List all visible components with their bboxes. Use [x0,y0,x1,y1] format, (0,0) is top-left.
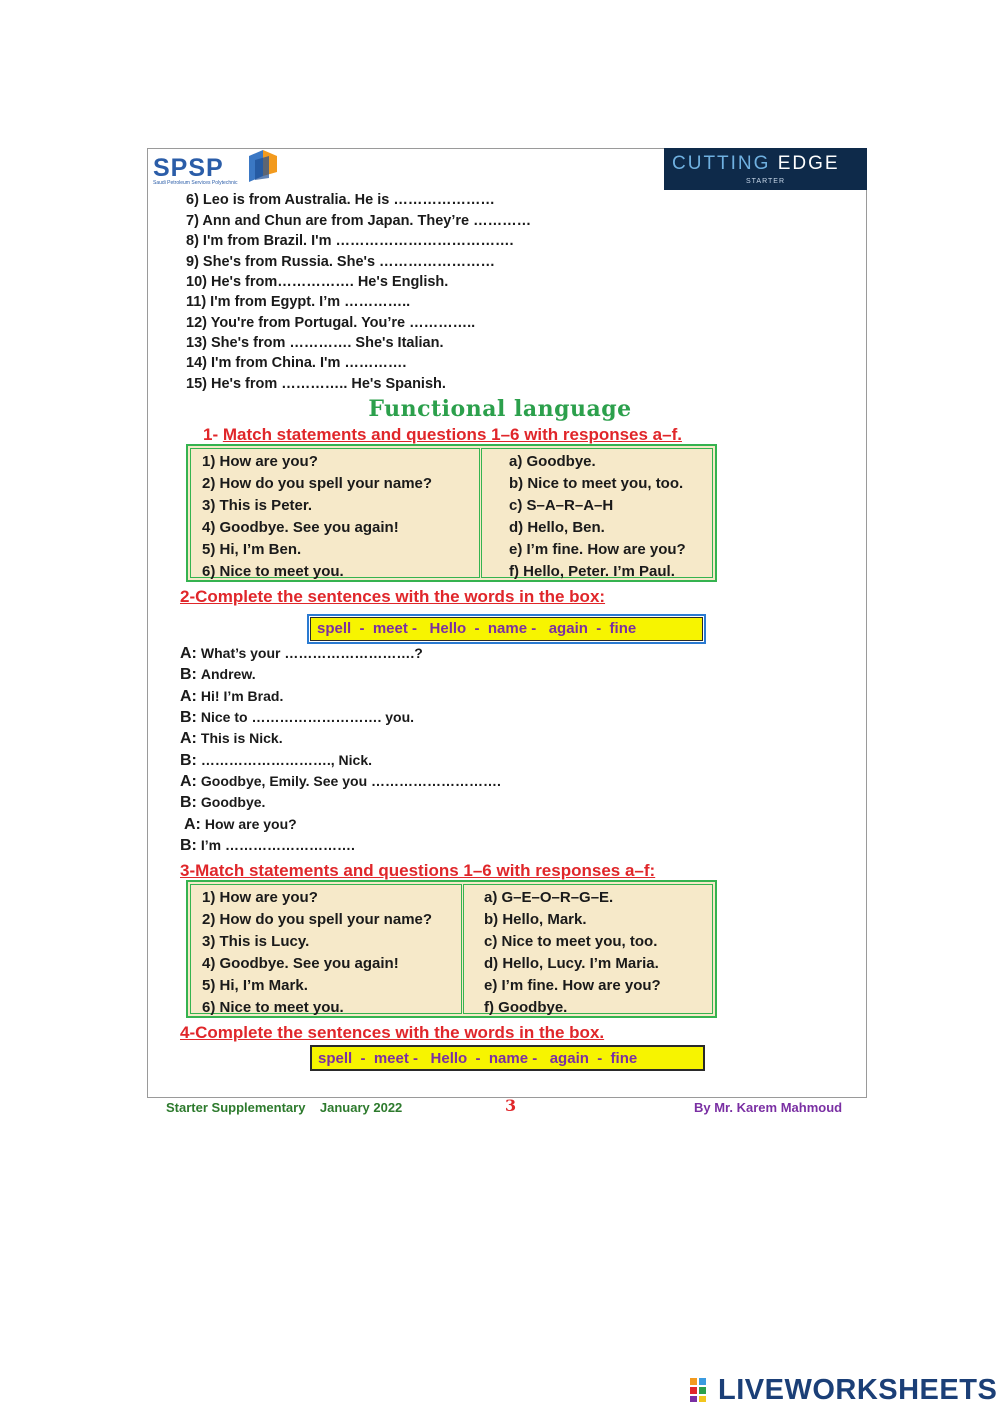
speaker-label: A: [180,730,197,747]
edge-word: EDGE [777,153,840,174]
s1-response-d: d) Hello, Ben. [509,519,605,536]
dialogue-line-3 [180,688,283,706]
functional-language-heading: Functional language [368,396,632,422]
s3-response-f: f) Goodbye. [484,999,568,1016]
dialogue-text: Goodbye, Emily. See you ………………………. [200,773,501,789]
spsp-logo [153,150,288,190]
exercise-line-8: 8) I'm from Brazil. I'm ………………………………. [186,233,514,249]
page-number: 3 [505,1096,517,1115]
dialogue-text: ………………………., Nick. [200,752,373,768]
exercise-line-15: 15) He's from ………….. He's Spanish. [186,376,446,392]
section1-title [203,425,682,445]
speaker-label: B: [180,752,197,769]
section2-title: 2-Complete the sentences with the words in the box: [180,587,606,606]
speaker-label: B: [180,666,197,683]
speaker-label: A: [180,773,197,790]
exercise-line-14: 14) I'm from China. I'm …………. [186,355,407,371]
s3-question-1: 1) How are you? [202,889,318,906]
dialogue-text: How are you? [204,816,297,832]
dialogue-line-9 [184,816,297,834]
liveworksheets-watermark: LIVEWORKSHEETS [718,1374,998,1406]
exercise-line-7: 7) Ann and Chun are from Japan. They’re ………… [186,213,532,229]
spsp-logo-subtitle: Saudi Petroleum Services Polytechnic [153,180,238,186]
exercise-line-9: 9) She's from Russia. She's …………………… [186,254,496,270]
cutting-word: CUTTING [672,153,771,174]
s1-response-a: a) Goodbye. [509,453,596,470]
spsp-logo-text: SPSP [153,154,224,182]
section4-title: 4-Complete the sentences with the words in the box. [180,1023,605,1042]
s3-response-b: b) Hello, Mark. [484,911,587,928]
s1-question-2: 2) How do you spell your name? [202,475,433,492]
speaker-label: B: [180,837,197,854]
s3-question-6: 6) Nice to meet you. [202,999,344,1016]
dialogue-text: I’m ………………………. [200,837,355,853]
s3-response-a: a) G–E–O–R–G–E. [484,889,614,906]
dialogue-line-6 [180,752,372,770]
dialogue-line-4 [180,709,414,727]
dialogue-line-1 [180,645,423,663]
dialogue-line-5 [180,730,283,748]
s3-response-d: d) Hello, Lucy. I’m Maria. [484,955,659,972]
dialogue-text: Hi! I’m Brad. [200,688,284,704]
s1-question-6: 6) Nice to meet you. [202,563,344,580]
speaker-label: B: [180,709,197,726]
s1-question-3: 3) This is Peter. [202,497,313,514]
exercise-line-11: 11) I'm from Egypt. I’m ………….. [186,294,411,310]
dialogue-line-2 [180,666,256,684]
s3-question-4: 4) Goodbye. See you again! [202,955,399,972]
s3-question-5: 5) Hi, I’m Mark. [202,977,308,994]
speaker-label: A: [184,816,201,833]
s3-question-3: 3) This is Lucy. [202,933,310,950]
dialogue-line-8 [180,794,265,812]
cutting-edge-level: STARTER [745,178,786,185]
section1-number: 1- [203,425,223,444]
dialogue-line-10 [180,837,355,855]
s1-response-b: b) Nice to meet you, too. [509,475,684,492]
s1-question-5: 5) Hi, I’m Ben. [202,541,302,558]
exercise-line-12: 12) You're from Portugal. You’re ………….. [186,315,476,331]
speaker-label: A: [180,688,197,705]
exercise-line-10: 10) He's from……………. He's English. [186,274,449,290]
section1-title-text: Match statements and questions 1–6 with responses a–f. [222,425,682,444]
section2-word-box: spell - meet - Hello - name - again - fine [310,617,703,641]
liveworksheets-logo-icon [690,1378,716,1402]
spsp-cube-icon [245,150,281,182]
exercise-line-13: 13) She's from …………. She's Italian. [186,335,444,351]
s1-response-f: f) Hello, Peter. I’m Paul. [509,563,675,580]
speaker-label: B: [180,794,197,811]
section1-match-box [186,444,717,582]
dialogue-text: Goodbye. [200,794,266,810]
s1-response-c: c) S–A–R–A–H [509,497,614,514]
footer-author: By Mr. Karem Mahmoud [694,1100,843,1115]
s3-response-c: c) Nice to meet you, too. [484,933,658,950]
s1-question-4: 4) Goodbye. See you again! [202,519,399,536]
dialogue-text: Nice to ………………………. you. [200,709,415,725]
section3-match-box [186,880,717,1018]
s1-response-e: e) I’m fine. How are you? [509,541,686,558]
s3-question-2: 2) How do you spell your name? [202,911,433,928]
dialogue-text: Andrew. [200,666,256,682]
section4-word-box: spell - meet - Hello - name - again - fine [310,1045,705,1071]
s1-question-1: 1) How are you? [202,453,318,470]
cutting-edge-logo [664,148,867,190]
speaker-label: A: [180,645,197,662]
dialogue-text: This is Nick. [200,730,283,746]
dialogue-line-7 [180,773,501,791]
s3-response-e: e) I’m fine. How are you? [484,977,661,994]
exercise-line-6: 6) Leo is from Australia. He is ………………… [186,192,495,208]
dialogue-text: What’s your ……………………….? [200,645,423,661]
section3-title: 3-Match statements and questions 1–6 with responses a–f: [180,861,656,880]
footer-left: Starter Supplementary January 2022 [166,1100,403,1115]
